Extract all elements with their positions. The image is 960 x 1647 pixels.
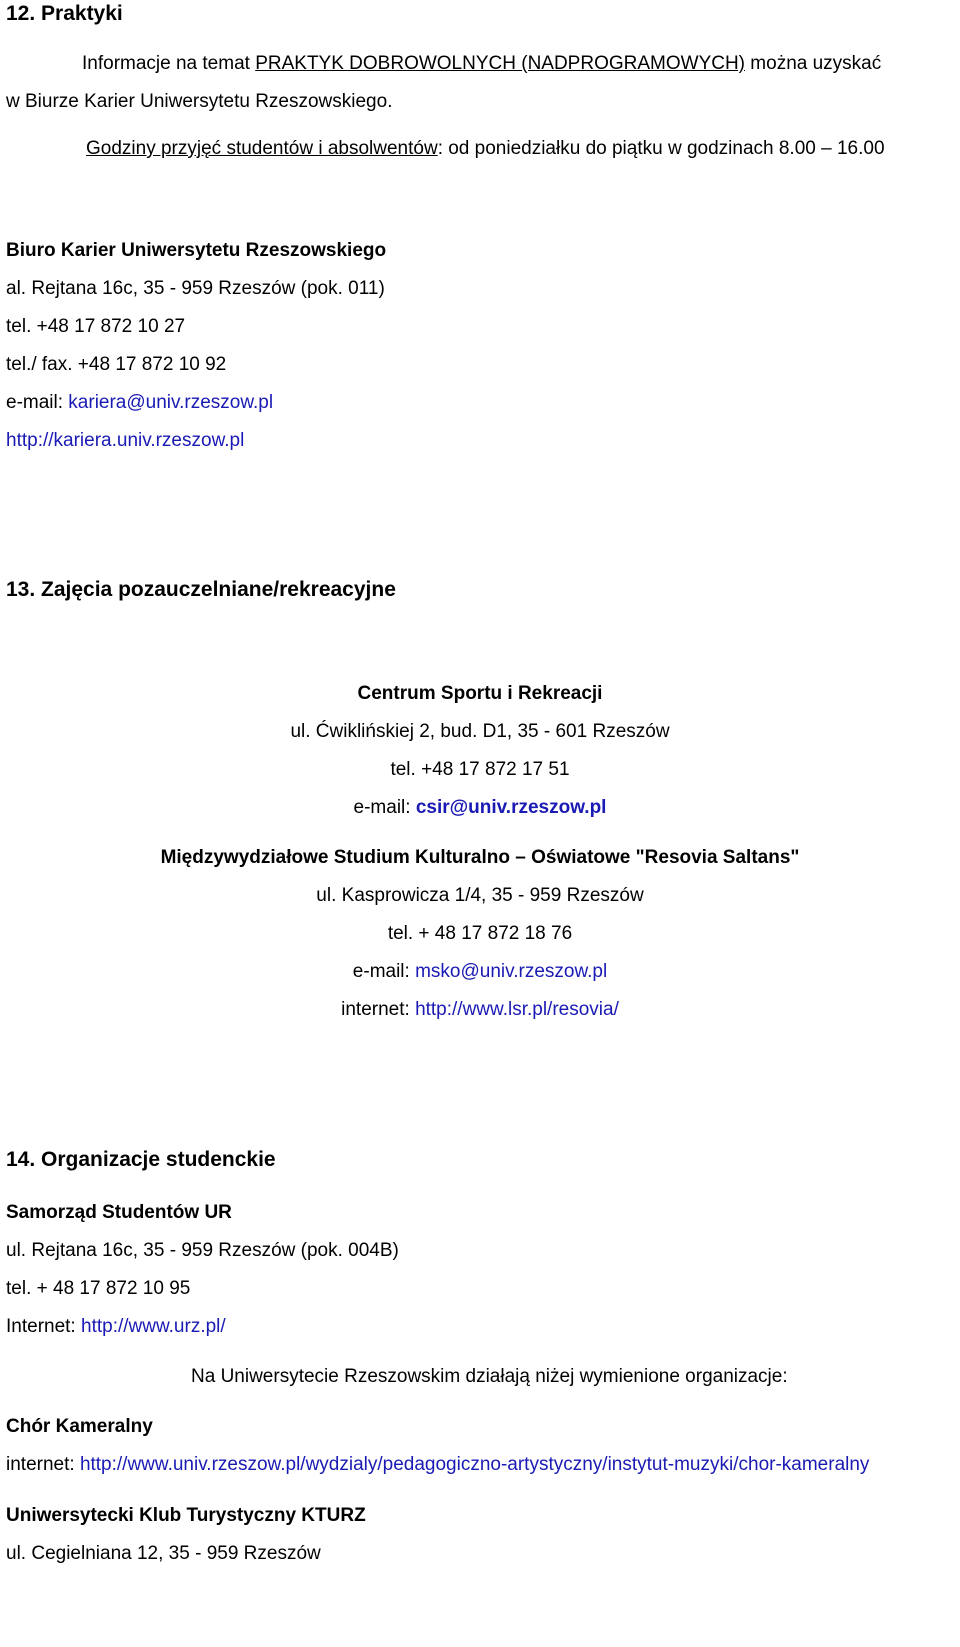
praktyki-intro-highlight: PRAKTYK DOBROWOLNYCH (NADPROGRAMOWYCH) (255, 53, 746, 74)
sport-center-email-link[interactable]: csir@univ.rzeszow.pl (415, 797, 607, 818)
career-office-address: al. Rejtana 16c, 35 - 959 Rzeszów (pok. 011) (6, 278, 385, 299)
sport-center-email-line (0, 796, 960, 820)
choir-name: Chór Kameralny (6, 1416, 153, 1437)
culture-studio-internet-link[interactable]: http://www.lsr.pl/resovia/ (415, 999, 619, 1020)
office-hours-line (86, 137, 885, 161)
email-label: e-mail: (353, 797, 416, 818)
choir-internet-line (6, 1453, 869, 1477)
student-council-internet-link[interactable]: http://www.urz.pl/ (81, 1316, 226, 1337)
career-office-tel: tel. +48 17 872 10 27 (6, 316, 186, 337)
tourist-club-address: ul. Cegielniana 12, 35 - 959 Rzeszów (6, 1543, 321, 1564)
career-office-email-link[interactable]: kariera@univ.rzeszow.pl (68, 392, 274, 413)
culture-studio-email-line (0, 960, 960, 984)
career-office-website-link[interactable]: http://kariera.univ.rzeszow.pl (6, 430, 245, 451)
praktyki-intro-line (82, 52, 881, 76)
culture-studio-address: ul. Kasprowicza 1/4, 35 - 959 Rzeszów (316, 885, 644, 906)
section-13-heading: 13. Zajęcia pozauczelniane/rekreacyjne (6, 578, 396, 601)
office-hours-text: : od poniedziałku do piątku w godzinach 8.00 – 16.00 (437, 138, 885, 159)
student-council-address: ul. Rejtana 16c, 35 - 959 Rzeszów (pok. 004B) (6, 1240, 399, 1261)
career-office-email-line (6, 391, 273, 415)
section-14-heading: 14. Organizacje studenckie (6, 1148, 276, 1171)
praktyki-intro-prefix: Informacje na temat (82, 53, 256, 74)
email-label: e-mail: (352, 961, 416, 982)
culture-studio-tel: tel. + 48 17 872 18 76 (387, 923, 573, 944)
sport-center-address: ul. Ćwiklińskiej 2, bud. D1, 35 - 601 Rzeszów (290, 721, 670, 742)
internet-label: internet: (6, 1454, 80, 1475)
career-office-name: Biuro Karier Uniwersytetu Rzeszowskiego (6, 240, 387, 261)
office-hours-label: Godziny przyjęć studentów i absolwentów (86, 138, 438, 159)
section-12-heading: 12. Praktyki (6, 2, 123, 25)
career-office-website-line (6, 429, 244, 453)
tourist-club-name: Uniwersytecki Klub Turystyczny KTURZ (6, 1505, 366, 1526)
internet-label: internet: (341, 999, 416, 1020)
culture-studio-email-link[interactable]: msko@univ.rzeszow.pl (415, 961, 608, 982)
sport-center-name: Centrum Sportu i Rekreacji (357, 683, 603, 704)
praktyki-intro-suffix: można uzyskać (745, 53, 882, 74)
culture-studio-name: Międzywydziałowe Studium Kulturalno – Oświatowe "Resovia Saltans" (160, 847, 800, 868)
career-office-fax: tel./ fax. +48 17 872 10 92 (6, 354, 227, 375)
student-council-name: Samorząd Studentów UR (6, 1202, 232, 1223)
sport-center-tel: tel. +48 17 872 17 51 (390, 759, 570, 780)
praktyki-intro-line2: w Biurze Karier Uniwersytetu Rzeszowskiego. (6, 91, 393, 112)
email-label: e-mail: (6, 392, 69, 413)
choir-internet-link[interactable]: http://www.univ.rzeszow.pl/wydzialy/pedagogiczno-artystyczny/instytut-muzyki/chor-kameralny (79, 1454, 870, 1475)
student-council-tel: tel. + 48 17 872 10 95 (6, 1278, 191, 1299)
student-council-internet-line (6, 1315, 226, 1339)
organizations-intro: Na Uniwersytecie Rzeszowskim działają niżej wymienione organizacje: (191, 1366, 788, 1387)
culture-studio-internet-line (0, 998, 960, 1022)
internet-label: Internet: (6, 1316, 81, 1337)
